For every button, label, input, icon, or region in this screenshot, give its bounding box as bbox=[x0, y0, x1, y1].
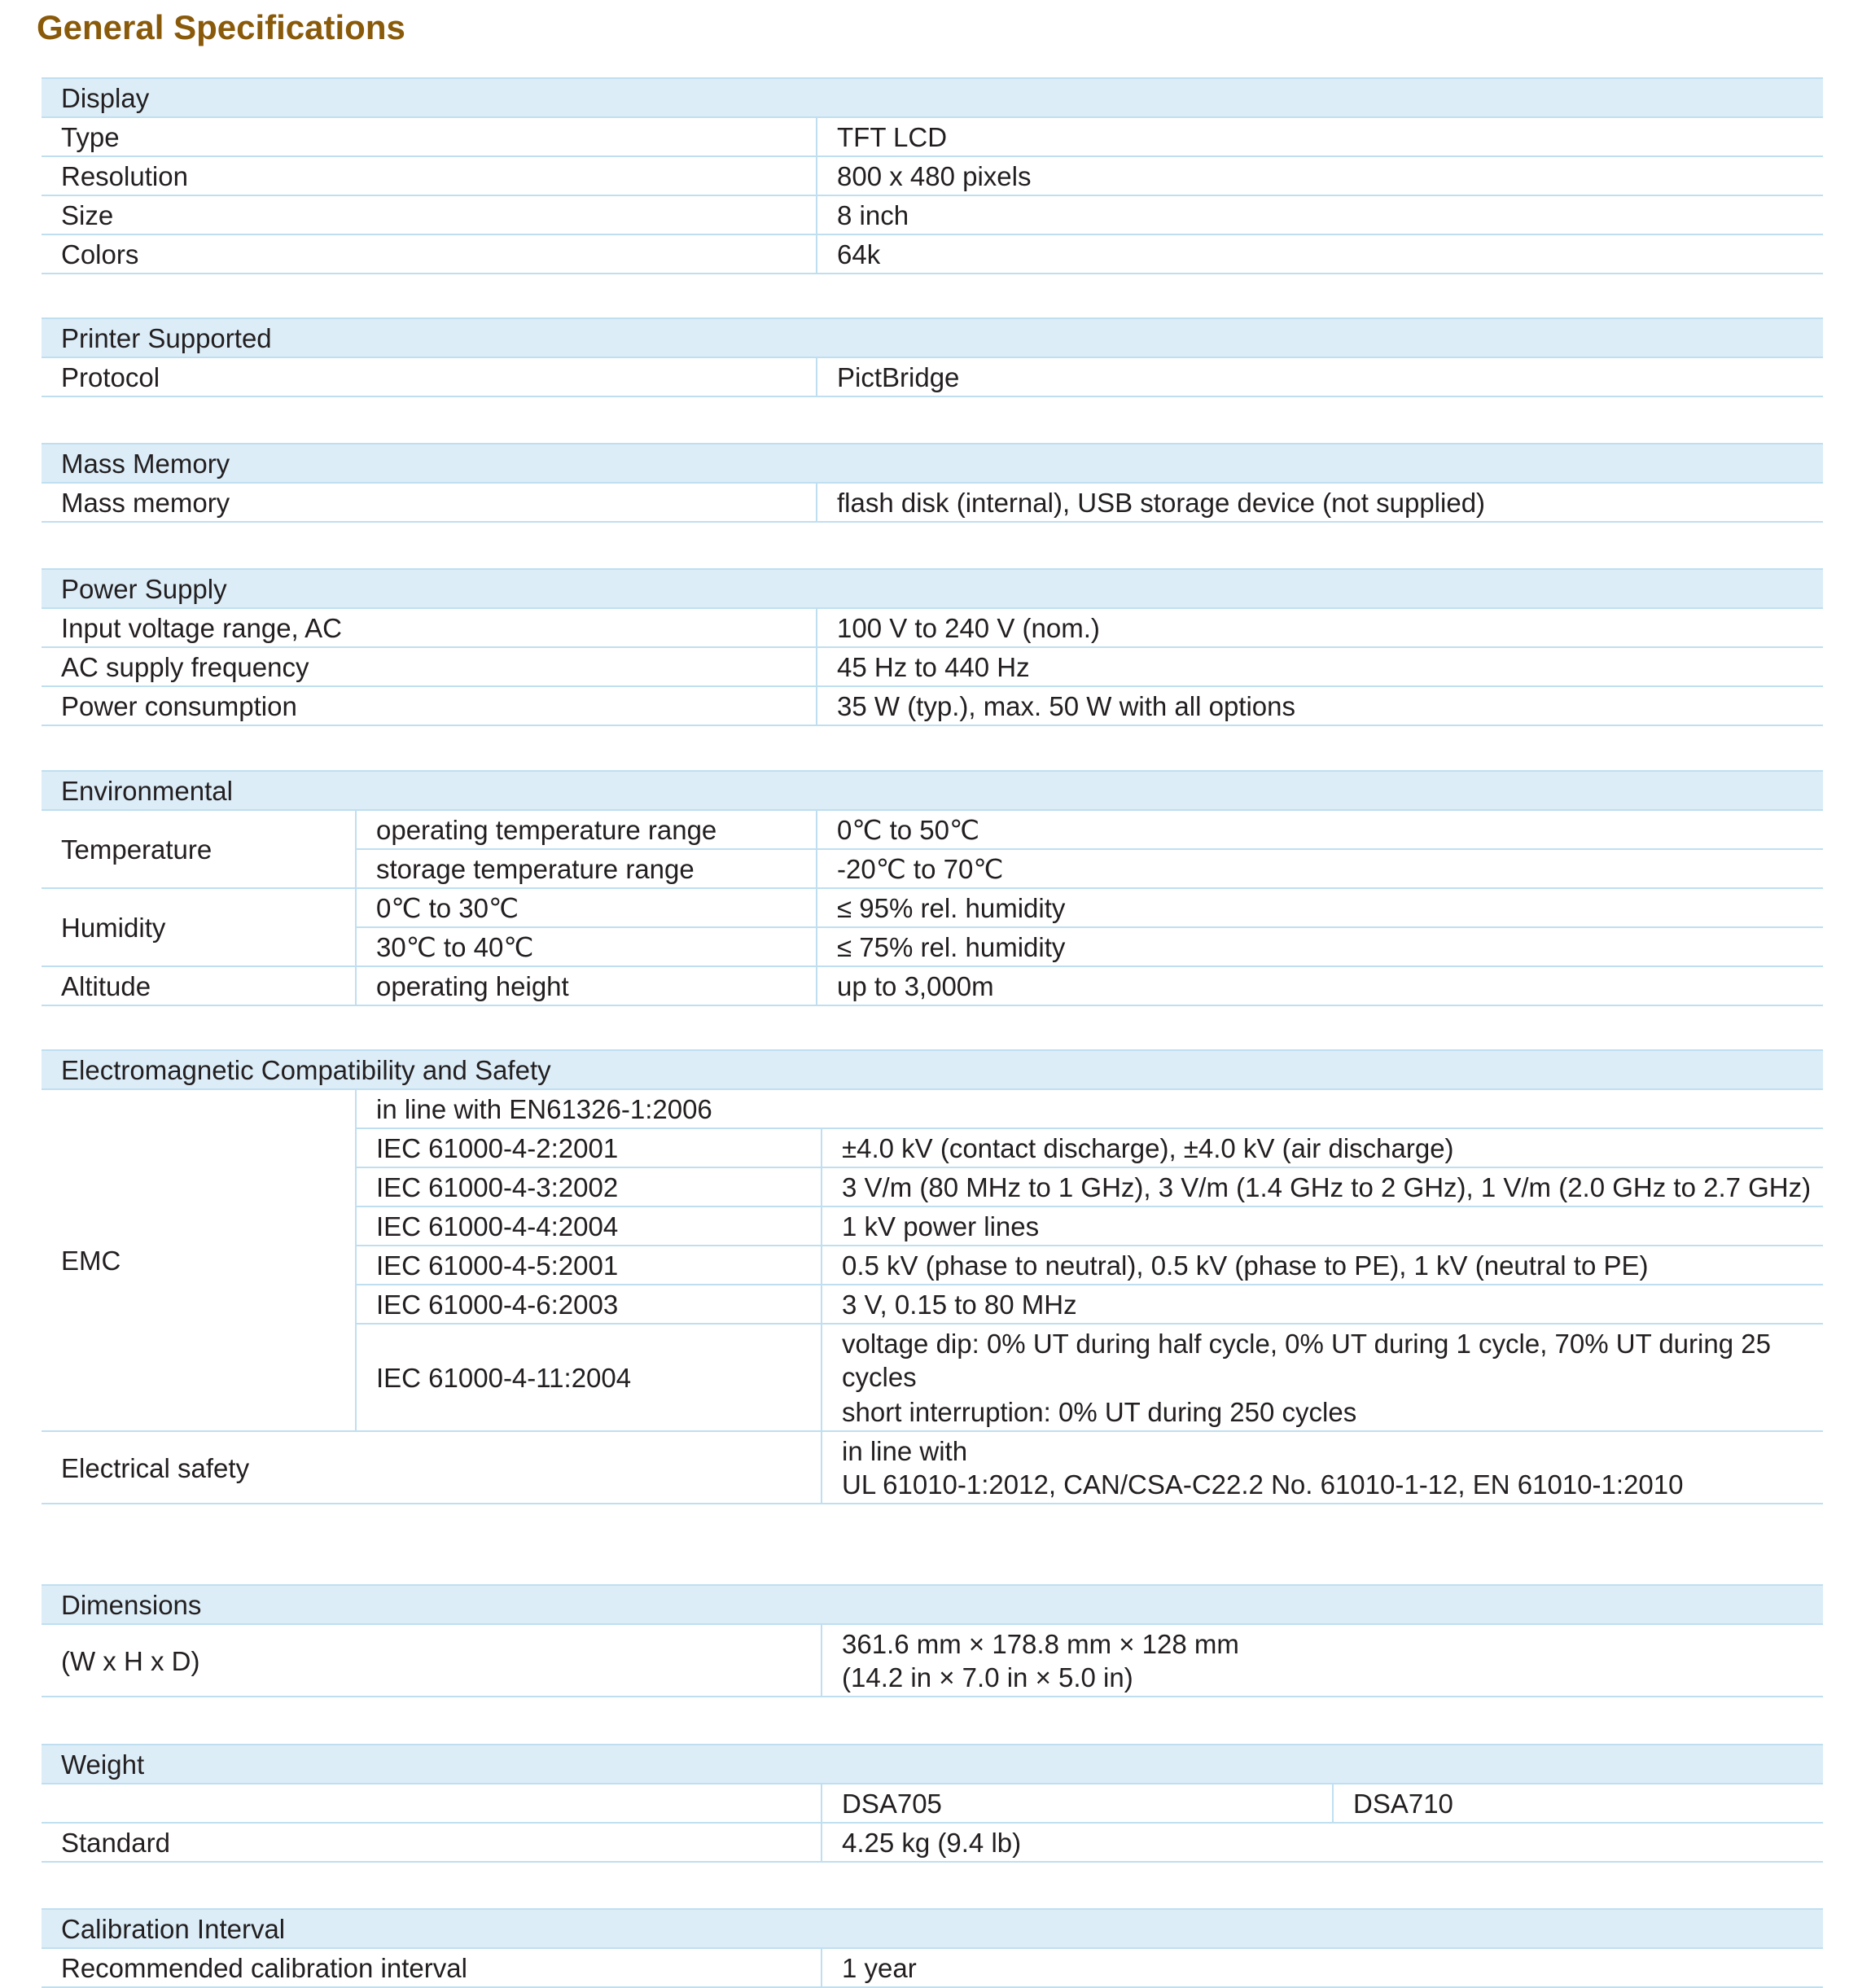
display-table bbox=[42, 77, 1823, 274]
table-row bbox=[42, 1431, 1823, 1504]
spec-value: ≤ 95% rel. humidity bbox=[817, 888, 1823, 927]
emc-standard: IEC 61000-4-5:2001 bbox=[356, 1246, 822, 1285]
emc-standard: IEC 61000-4-2:2001 bbox=[356, 1128, 822, 1167]
printer-table bbox=[42, 317, 1823, 397]
emc-standard: IEC 61000-4-6:2003 bbox=[356, 1285, 822, 1324]
spec-value: 800 x 480 pixels bbox=[817, 156, 1823, 195]
safety-line: in line with bbox=[842, 1436, 968, 1466]
spec-value: up to 3,000m bbox=[817, 966, 1823, 1005]
weight-table bbox=[42, 1744, 1823, 1863]
table-row bbox=[42, 1784, 1823, 1823]
dimension-imperial: (14.2 in × 7.0 in × 5.0 in) bbox=[842, 1662, 1133, 1692]
spec-value: 35 W (typ.), max. 50 W with all options bbox=[817, 686, 1823, 725]
spec-value: 4.25 kg (9.4 lb) bbox=[822, 1823, 1823, 1862]
spec-condition: 0℃ to 30℃ bbox=[356, 888, 817, 927]
spec-value: 1 kV power lines bbox=[822, 1206, 1823, 1246]
spec-condition: storage temperature range bbox=[356, 849, 817, 888]
spec-value: 3 V/m (80 MHz to 1 GHz), 3 V/m (1.4 GHz to 2 GHz), 1 V/m (2.0 GHz to 2.7 GHz) bbox=[822, 1167, 1823, 1206]
table-row bbox=[42, 195, 1823, 234]
spec-value: TFT LCD bbox=[817, 117, 1823, 156]
spec-value bbox=[822, 1624, 1823, 1697]
mass-memory-table bbox=[42, 443, 1823, 523]
spec-label: AC supply frequency bbox=[42, 647, 817, 686]
spec-value: 45 Hz to 440 Hz bbox=[817, 647, 1823, 686]
spec-label: Input voltage range, AC bbox=[42, 608, 817, 647]
section-header-environmental: Environmental bbox=[42, 771, 1823, 810]
table-row bbox=[42, 966, 1823, 1005]
table-row bbox=[42, 1948, 1823, 1987]
table-row bbox=[42, 810, 1823, 849]
spec-value: 0.5 kV (phase to neutral), 0.5 kV (phase to PE), 1 kV (neutral to PE) bbox=[822, 1246, 1823, 1285]
table-row bbox=[42, 686, 1823, 725]
spec-label-altitude: Altitude bbox=[42, 966, 356, 1005]
table-row bbox=[42, 1823, 1823, 1862]
column-header-dsa705: DSA705 bbox=[822, 1784, 1333, 1823]
spec-value-electrical-safety bbox=[822, 1431, 1823, 1504]
spec-label: Protocol bbox=[42, 357, 817, 396]
spec-value: short interruption: 0% UT during 250 cycles bbox=[822, 1395, 1823, 1431]
section-header-display: Display bbox=[42, 78, 1823, 117]
section-header-mass-memory: Mass Memory bbox=[42, 444, 1823, 483]
section-header-calibration: Calibration Interval bbox=[42, 1909, 1823, 1948]
spec-value: 0℃ to 50℃ bbox=[817, 810, 1823, 849]
table-row bbox=[42, 357, 1823, 396]
table-row bbox=[42, 608, 1823, 647]
environmental-table bbox=[42, 770, 1823, 1006]
spec-value: 100 V to 240 V (nom.) bbox=[817, 608, 1823, 647]
spec-label: Recommended calibration interval bbox=[42, 1948, 822, 1987]
spec-label: (W x H x D) bbox=[42, 1624, 822, 1697]
spec-label: Size bbox=[42, 195, 817, 234]
emc-standard: IEC 61000-4-11:2004 bbox=[356, 1324, 822, 1431]
spec-condition: 30℃ to 40℃ bbox=[356, 927, 817, 966]
emc-standard: IEC 61000-4-4:2004 bbox=[356, 1206, 822, 1246]
spec-label: Resolution bbox=[42, 156, 817, 195]
spec-label-emc: EMC bbox=[42, 1089, 356, 1431]
section-header-printer: Printer Supported bbox=[42, 318, 1823, 357]
spec-label-temperature: Temperature bbox=[42, 810, 356, 888]
table-row bbox=[42, 117, 1823, 156]
spec-value: 1 year bbox=[822, 1948, 1823, 1987]
section-header-emc-safety: Electromagnetic Compatibility and Safety bbox=[42, 1050, 1823, 1089]
spec-value: voltage dip: 0% UT during half cycle, 0% UT during 1 cycle, 70% UT during 25 cycles bbox=[822, 1324, 1823, 1395]
spec-value: PictBridge bbox=[817, 357, 1823, 396]
emc-intro: in line with EN61326-1:2006 bbox=[356, 1089, 1823, 1128]
safety-line: UL 61010-1:2012, CAN/CSA-C22.2 No. 61010-1-12, EN 61010-1:2010 bbox=[842, 1469, 1684, 1500]
table-row bbox=[42, 647, 1823, 686]
table-row bbox=[42, 234, 1823, 274]
spec-value: ±4.0 kV (contact discharge), ±4.0 kV (air discharge) bbox=[822, 1128, 1823, 1167]
spec-label: Standard bbox=[42, 1823, 822, 1862]
spec-label: Colors bbox=[42, 234, 817, 274]
calibration-table bbox=[42, 1908, 1823, 1988]
column-header-dsa710: DSA710 bbox=[1333, 1784, 1823, 1823]
emc-safety-table bbox=[42, 1049, 1823, 1504]
spec-value: flash disk (internal), USB storage device (not supplied) bbox=[817, 483, 1823, 522]
section-header-weight: Weight bbox=[42, 1745, 1823, 1784]
spec-value: 8 inch bbox=[817, 195, 1823, 234]
spec-value: ≤ 75% rel. humidity bbox=[817, 927, 1823, 966]
table-row bbox=[42, 888, 1823, 927]
spec-condition: operating temperature range bbox=[356, 810, 817, 849]
section-header-dimensions: Dimensions bbox=[42, 1585, 1823, 1624]
dimensions-table bbox=[42, 1584, 1823, 1697]
spec-value: 3 V, 0.15 to 80 MHz bbox=[822, 1285, 1823, 1324]
spec-label-electrical-safety: Electrical safety bbox=[42, 1431, 822, 1504]
spec-label: Mass memory bbox=[42, 483, 817, 522]
spec-label: Power consumption bbox=[42, 686, 817, 725]
table-row bbox=[42, 156, 1823, 195]
section-header-power: Power Supply bbox=[42, 569, 1823, 608]
table-row bbox=[42, 483, 1823, 522]
spec-label-humidity: Humidity bbox=[42, 888, 356, 966]
page-title: General Specifications bbox=[37, 8, 405, 46]
spec-condition: operating height bbox=[356, 966, 817, 1005]
table-row bbox=[42, 1624, 1823, 1697]
emc-standard: IEC 61000-4-3:2002 bbox=[356, 1167, 822, 1206]
power-table bbox=[42, 568, 1823, 726]
table-row bbox=[42, 1089, 1823, 1128]
empty-cell bbox=[42, 1784, 822, 1823]
spec-value: -20℃ to 70℃ bbox=[817, 849, 1823, 888]
dimension-metric: 361.6 mm × 178.8 mm × 128 mm bbox=[842, 1629, 1239, 1659]
spec-label: Type bbox=[42, 117, 817, 156]
spec-value: 64k bbox=[817, 234, 1823, 274]
